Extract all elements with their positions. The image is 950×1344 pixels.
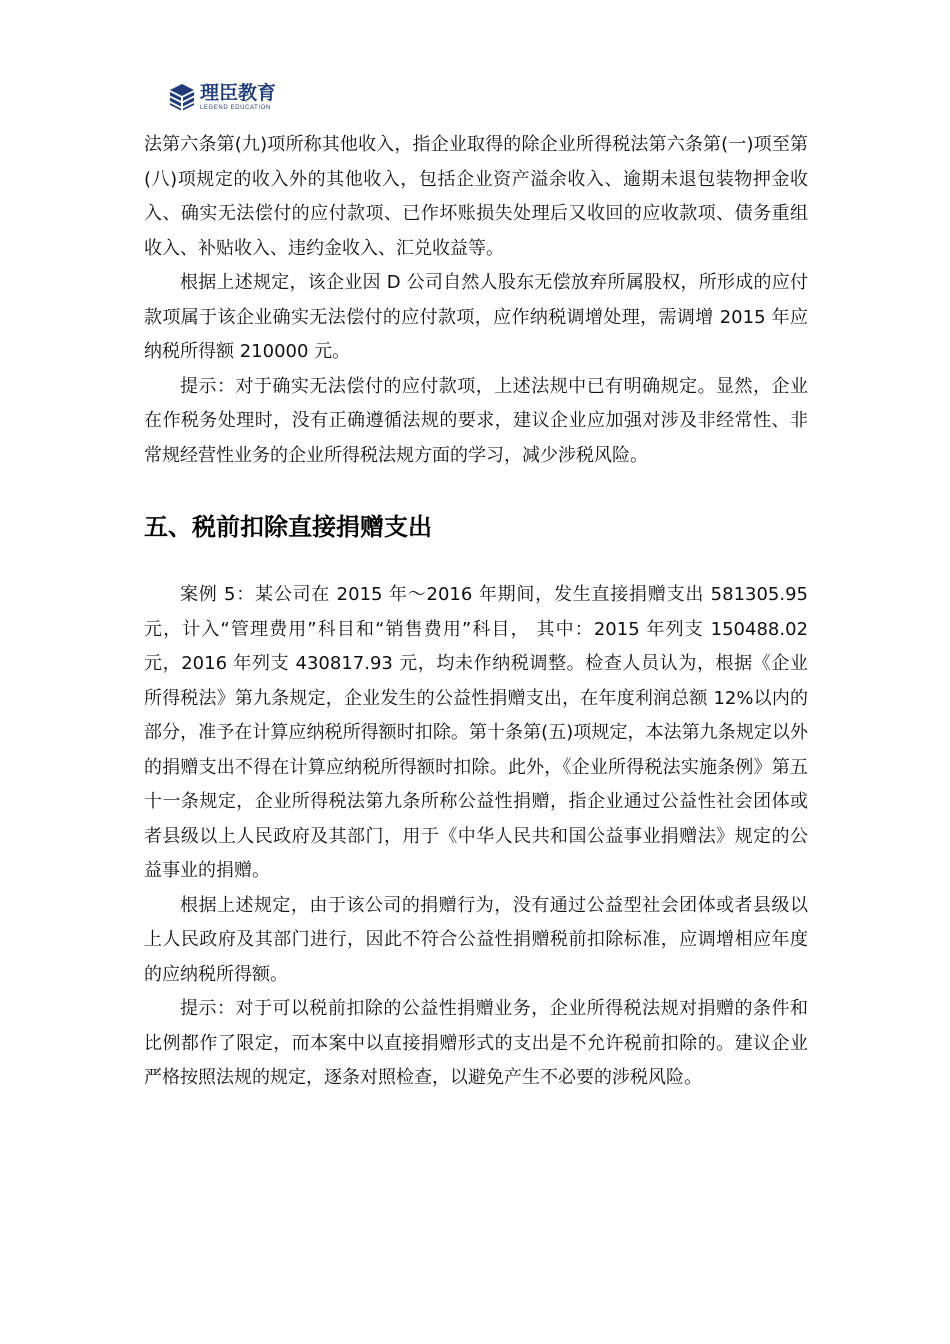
logo-english-name: LEGEND EDUCATION xyxy=(200,104,271,111)
company-logo xyxy=(168,82,276,112)
document-body xyxy=(144,128,808,1096)
logo-chinese-name: 理臣教育 xyxy=(200,81,277,104)
section4-paragraph-3: 提示：对于确实无法偿付的应付款项，上述法规中已有明确规定。显然，企业在作税务处理时，没有正确遵循法规的要求，建议企业应加强对涉及非经常性、非常规经营性业务的企业所得税法规方面的学习，减少涉税风险。 xyxy=(144,375,808,466)
logo-cube-icon xyxy=(168,83,196,111)
section5-paragraph-1: 案例 5：某公司在 2015 年～2016 年期间，发生直接捐赠支出 581305.95 元，计入“管理费用”科目和“销售费用”科目， 其中：2015 年列支 150488.02 元，2016 年列支 430817.93 元，均未作纳税调整。检查人员认为，根据《企业所得税法》第九条规定，企业发生的公益性捐赠支出，在年度利润总额 12%以内的部分，准予在计算应纳税所得额时扣除。第十条第(五)项规定，本法第九条规定以外的捐赠支出不得在计算应纳税所得额时扣除。此外，《企业所得税法实施条例》第五十一条规定，企业所得税法第九条所称公益性捐赠，指企业通过公益性社会团体或者县级以上人民政府及其部门，用于《中华人民共和国公益事业捐赠法》规定的公益事业的捐赠。 xyxy=(144,584,808,881)
section4-paragraph-1: 法第六条第(九)项所称其他收入，指企业取得的除企业所得税法第六条第(一)项至第(八)项规定的收入外的其他收入，包括企业资产溢余收入、逾期未退包装物押金收入、确实无法偿付的应付款项、已作坏账损失处理后又收回的应收款项、债务重组收入、补贴收入、违约金收入、汇兑收益等。 xyxy=(144,134,808,259)
section5-paragraph-2: 根据上述规定，由于该公司的捐赠行为，没有通过公益型社会团体或者县级以上人民政府及其部门进行，因此不符合公益性捐赠税前扣除标准，应调增相应年度的应纳税所得额。 xyxy=(144,894,808,985)
section4-paragraph-2: 根据上述规定，该企业因 D 公司自然人股东无偿放弃所属股权，所形成的应付款项属于该企业确实无法偿付的应付款项，应作纳税调增处理，需调增 2015 年应纳税所得额 210000 元。 xyxy=(144,272,808,362)
section5-paragraph-3: 提示：对于可以税前扣除的公益性捐赠业务，企业所得税法规对捐赠的条件和比例都作了限定，而本案中以直接捐赠形式的支出是不允许税前扣除的。建议企业严格按照法规的规定，逐条对照检查，以避免产生不必要的涉税风险。 xyxy=(144,998,808,1088)
section5-heading: 五、税前扣除直接捐赠支出 xyxy=(144,513,432,541)
